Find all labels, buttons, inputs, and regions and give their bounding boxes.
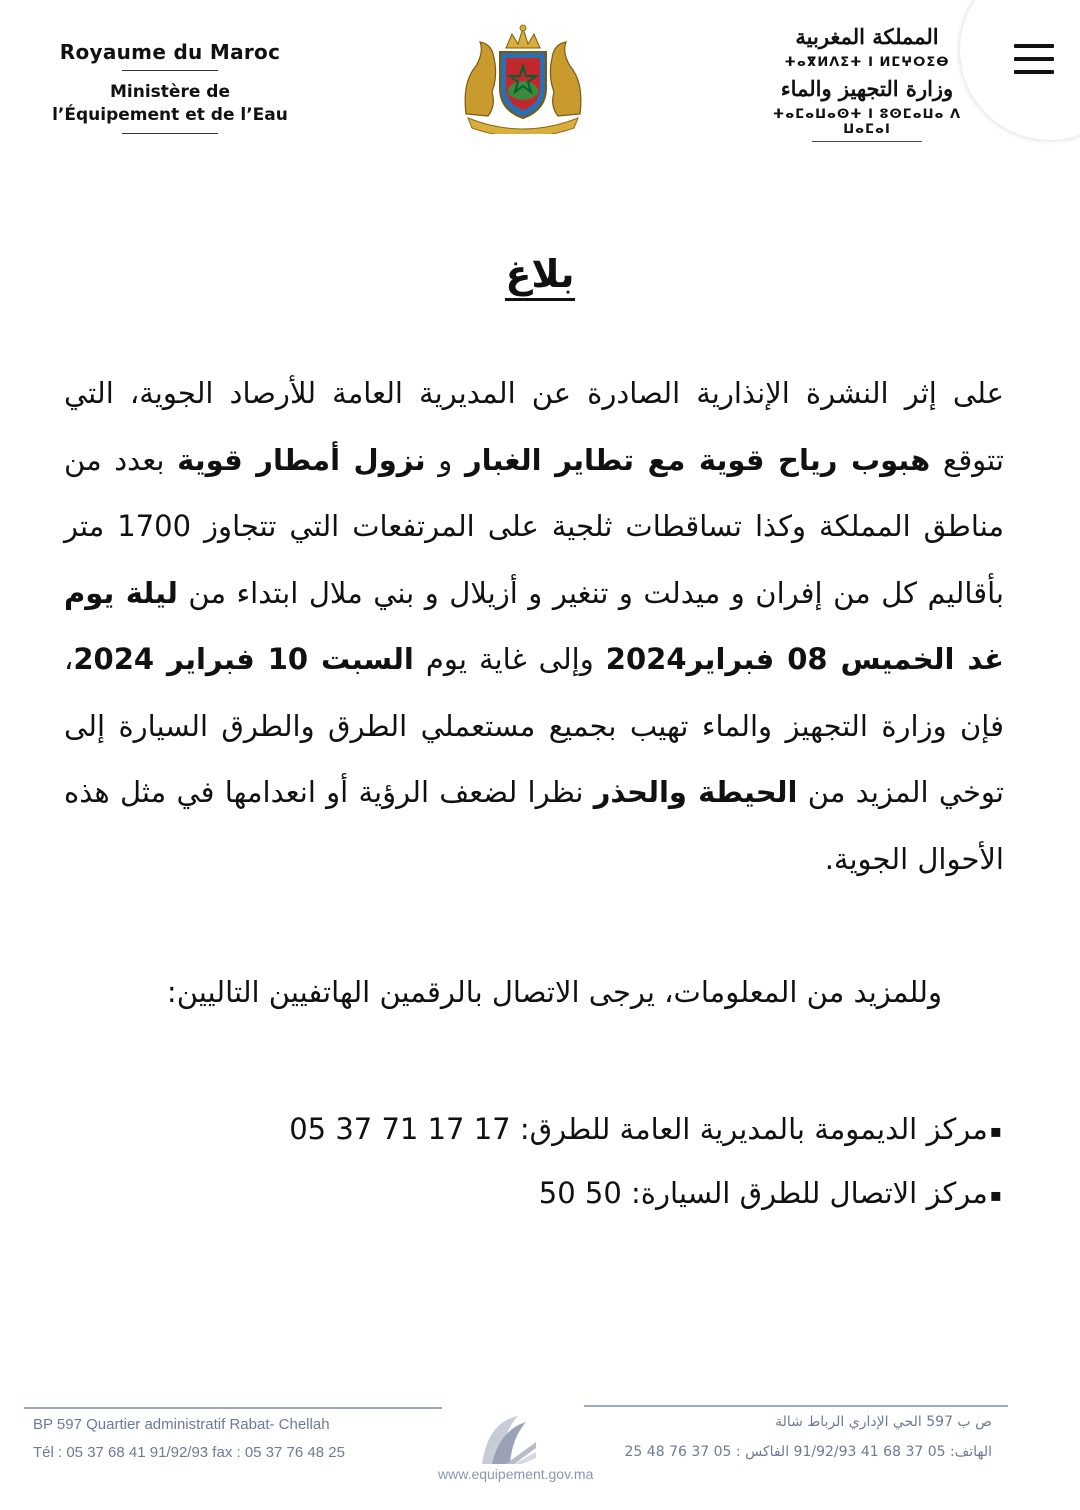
- paragraph-text: بعدد من مناطق المملكة وكذا تساقطات ثلجية على المرتفعات التي تتجاوز 1700 متر بأقاليم كل من إفران و ميدلت و تنغير و أزيلال و بني ملال ابتداء من: [64, 442, 1004, 610]
- royal-coat-of-arms-icon: [458, 22, 588, 134]
- ministry-name-ar: وزارة التجهيز والماء: [780, 76, 954, 101]
- kingdom-name-fr: Royaume du Maroc: [59, 40, 281, 64]
- divider: [122, 70, 218, 71]
- contact-line-highways: [539, 1176, 1002, 1210]
- footer-website-link[interactable]: www.equipement.gov.ma: [438, 1466, 594, 1482]
- paragraph-bold-text: ليلة يوم غد الخميس 08 فبراير2024: [64, 575, 1004, 676]
- ministry-name-tifinagh: ⵜⴰⵎⴰⵡⴰⵙⵜ ⵏ ⵓⵙⵎⴰⵡⴰ ⴷ ⵡⴰⵎⴰⵏ: [772, 107, 962, 137]
- contact-phone-number[interactable]: 50 50: [538, 1176, 622, 1210]
- kingdom-name-tifinagh: ⵜⴰⴳⵍⴷⵉⵜ ⵏ ⵍⵎⵖⵔⵉⴱ: [784, 55, 950, 70]
- paragraph-bold-text: السبت 10 فبراير 2024: [73, 642, 414, 676]
- divider: [122, 133, 218, 134]
- bullet-icon: ▪: [989, 1184, 1002, 1206]
- footer-address-fr: BP 597 Quartier administratif Rabat- Chellah: [33, 1416, 330, 1433]
- footer-divider-left: [24, 1407, 442, 1409]
- title-text: بلاغ: [505, 252, 574, 301]
- announcement-paragraph: [64, 360, 1004, 892]
- header-left-french: [40, 40, 300, 134]
- paragraph-bold-text: الحيطة والحذر: [593, 775, 798, 809]
- footer-phone-fr: Tél : 05 37 68 41 91/92/93 fax : 05 37 76 48 25: [33, 1444, 345, 1461]
- paragraph-text: و: [425, 442, 465, 477]
- footer-address-ar: ص ب 597 الحي الإداري الرباط شالة: [775, 1414, 992, 1430]
- paragraph-bold-text: هبوب رياح قوية مع تطاير الغبار: [464, 442, 931, 477]
- contact-label: مركز الديمومة بالمديرية العامة للطرق:: [519, 1112, 988, 1146]
- footer-divider-right: [584, 1405, 1008, 1407]
- paragraph-text: وإلى غاية يوم: [413, 642, 606, 676]
- kingdom-name-ar: المملكة المغربية: [795, 24, 939, 49]
- footer-phone-ar: الهاتف: 05 37 68 41 91/92/93 الفاكس : 05 37 76 48 25: [624, 1444, 992, 1460]
- contact-phone-number[interactable]: 05 37 71 17 17: [289, 1112, 511, 1146]
- paragraph-bold-text: نزول أمطار قوية: [177, 442, 426, 477]
- paragraph-text: على إثر النشرة الإنذارية الصادرة عن المديرية العامة للأرصاد الجوية، التي تتوقع: [64, 376, 1004, 477]
- ministry-name-fr-line2: l’Équipement et de l’Eau: [52, 105, 288, 125]
- hamburger-menu-icon[interactable]: [1014, 44, 1054, 84]
- page-title: [0, 252, 1080, 296]
- ministry-arch-logo-icon: [478, 1412, 540, 1468]
- ministry-name-fr-line1: Ministère de: [110, 82, 230, 102]
- divider: [812, 141, 922, 142]
- bullet-icon: ▪: [989, 1120, 1002, 1142]
- paragraph-text: نظرا لضعف الرؤية أو انعدامها في مثل هذه الأحوال الجوية.: [64, 775, 1004, 876]
- contact-info-intro: وللمزيد من المعلومات، يرجى الاتصال بالرقمين الهاتفيين التاليين:: [166, 975, 942, 1009]
- paragraph-text: ، فإن وزارة التجهيز والماء تهيب بجميع مستعملي الطرق والطرق السيارة إلى توخي المزيد من: [64, 642, 1004, 809]
- contact-line-roads: [289, 1112, 1002, 1146]
- contact-label: مركز الاتصال للطرق السيارة:: [631, 1176, 988, 1210]
- header-right-arabic: [752, 24, 982, 142]
